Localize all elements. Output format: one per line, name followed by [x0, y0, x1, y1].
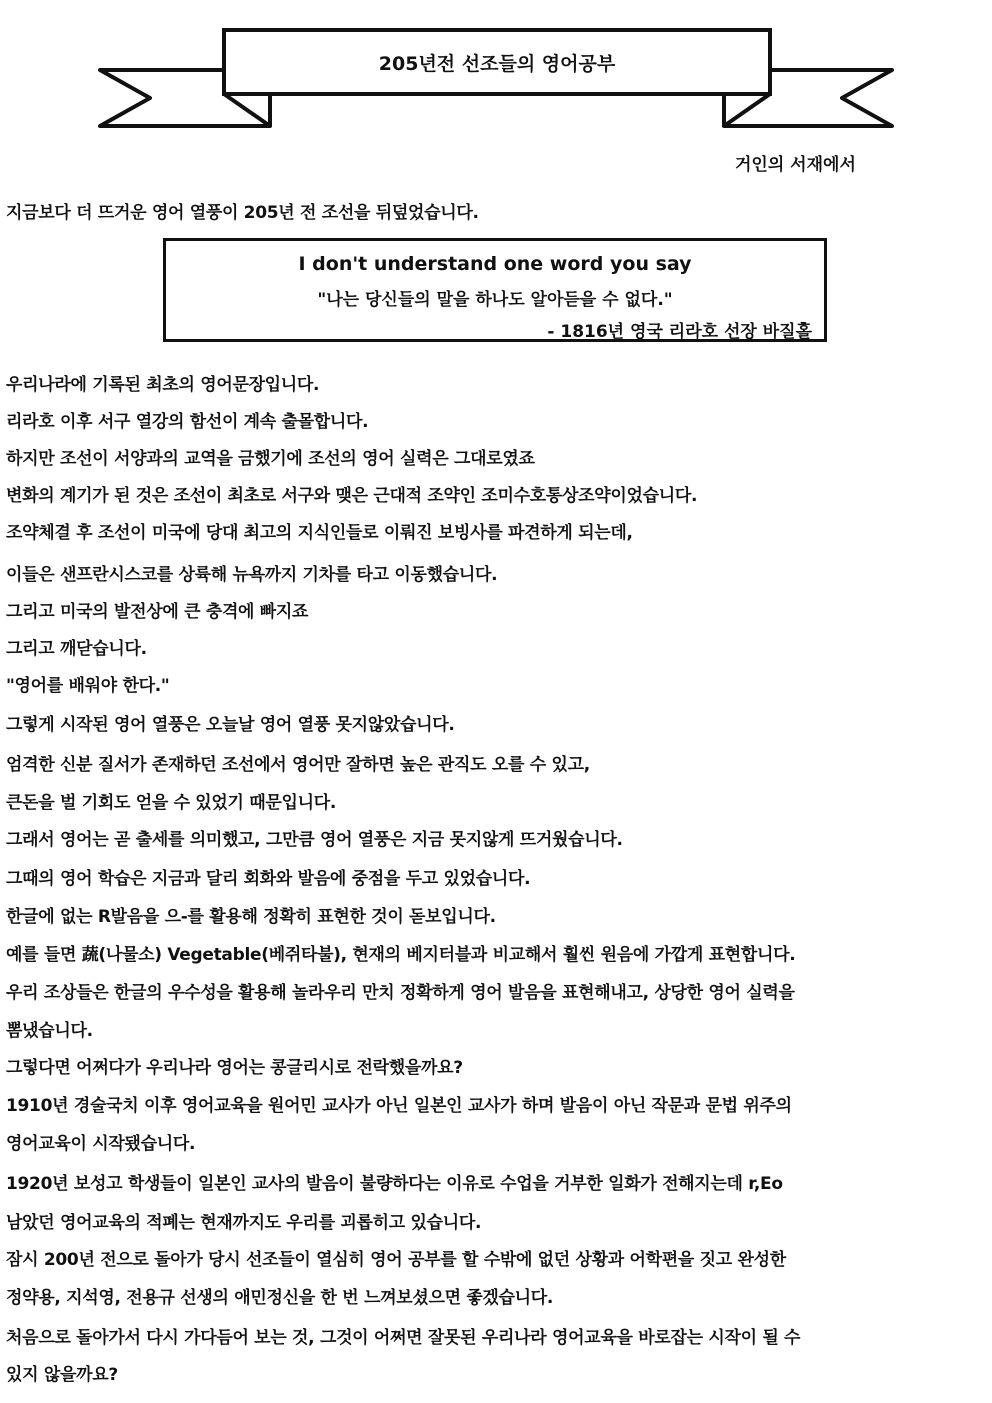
paragraph-line: 영어교육이 시작됐습니다. [6, 1134, 196, 1154]
paragraph-line: 있지 않을까요? [6, 1365, 118, 1385]
paragraph-line: 예를 들면 蔬(나물소) Vegetable(베쥐타불), 현재의 베지터블과 비교해서 훨씬 원음에 가깝게 표현합니다. [6, 945, 796, 965]
paragraph-line: 조약체결 후 조선이 미국에 당대 최고의 지식인들로 이뤄진 보빙사를 파견하게 되는데, [6, 523, 633, 543]
paragraph-line: 그리고 깨닫습니다. [6, 639, 147, 659]
quote-korean: "나는 당신들의 말을 하나도 알아듣을 수 없다." [317, 290, 673, 310]
paragraph-line: 그렇다면 어쩌다가 우리나라 영어는 콩글리시로 전락했을까요? [6, 1058, 463, 1078]
paragraph-line: 잠시 200년 전으로 돌아가 당시 선조들이 열심히 영어 공부를 할 수밖에 없던 상황과 어학편을 짓고 완성한 [6, 1250, 786, 1270]
paragraph-line: 이들은 샌프란시스코를 상륙해 뉴욕까지 기차를 타고 이동했습니다. [6, 565, 498, 585]
source-credit: 거인의 서재에서 [735, 155, 856, 175]
paragraph-line: 그래서 영어는 곧 출세를 의미했고, 그만큼 영어 열풍은 지금 못지않게 뜨거웠습니다. [6, 830, 623, 850]
paragraph-line: 1910년 경술국치 이후 영어교육을 원어민 교사가 아닌 일본인 교사가 하며 발음이 아닌 작문과 문법 위주의 [6, 1096, 792, 1116]
paragraph-line: 엄격한 신분 질서가 존재하던 조선에서 영어만 잘하면 높은 관직도 오를 수 있고, [6, 755, 590, 775]
paragraph-line: 우리나라에 기록된 최초의 영어문장입니다. [6, 375, 320, 395]
paragraph-line: 처음으로 돌아가서 다시 가다듬어 보는 것, 그것이 어쩌면 잘못된 우리나라 영어교육을 바로잡는 시작이 될 수 [6, 1328, 801, 1348]
paragraph-line: 정약용, 지석영, 전용규 선생의 애민정신을 한 번 느껴보셨으면 좋겠습니다. [6, 1288, 554, 1308]
page-title: 205년전 선조들의 영어공부 [378, 52, 616, 75]
quote-english: I don't understand one word you say [298, 253, 692, 275]
paragraph-line: 그때의 영어 학습은 지금과 달리 회화와 발음에 중점을 두고 있었습니다. [6, 869, 531, 889]
paragraph-line: 하지만 조선이 서양과의 교역을 금했기에 조선의 영어 실력은 그대로였죠 [6, 449, 535, 469]
paragraph-line: "영어를 배워야 한다." [6, 676, 170, 696]
intro-text: 지금보다 더 뜨거운 영어 열풍이 205년 전 조선을 뒤덮었습니다. [6, 203, 479, 223]
paragraph-line: 한글에 없는 R발음을 으-를 활용해 정확히 표현한 것이 돋보입니다. [6, 907, 496, 927]
quote-attribution: - 1816년 영국 리라호 선장 바질홀 [547, 322, 812, 342]
paragraph-line: 우리 조상들은 한글의 우수성을 활용해 놀라우리 만치 정확하게 영어 발음을 표현해내고, 상당한 영어 실력을 [6, 983, 795, 1003]
paragraph-line: 그리고 미국의 발전상에 큰 충격에 빠지죠 [6, 602, 309, 622]
paragraph-line: 변화의 계기가 된 것은 조선이 최초로 서구와 맺은 근대적 조약인 조미수호통상조약이었습니다. [6, 486, 698, 506]
paragraph-line: 리라호 이후 서구 열강의 함선이 계속 출몰합니다. [6, 412, 369, 432]
paragraph-line: 뽐냈습니다. [6, 1021, 93, 1041]
paragraph-line: 1920년 보성고 학생들이 일본인 교사의 발음이 불량하다는 이유로 수업을 거부한 일화가 전해지는데 r,Eo [6, 1174, 783, 1194]
paragraph-line: 그렇게 시작된 영어 열풍은 오늘날 영어 열풍 못지않았습니다. [6, 715, 455, 735]
paragraph-line: 남았던 영어교육의 적폐는 현재까지도 우리를 괴롭히고 있습니다. [6, 1213, 482, 1233]
paragraph-line: 큰돈을 벌 기회도 얻을 수 있었기 때문입니다. [6, 793, 337, 813]
quote-box [163, 238, 827, 342]
